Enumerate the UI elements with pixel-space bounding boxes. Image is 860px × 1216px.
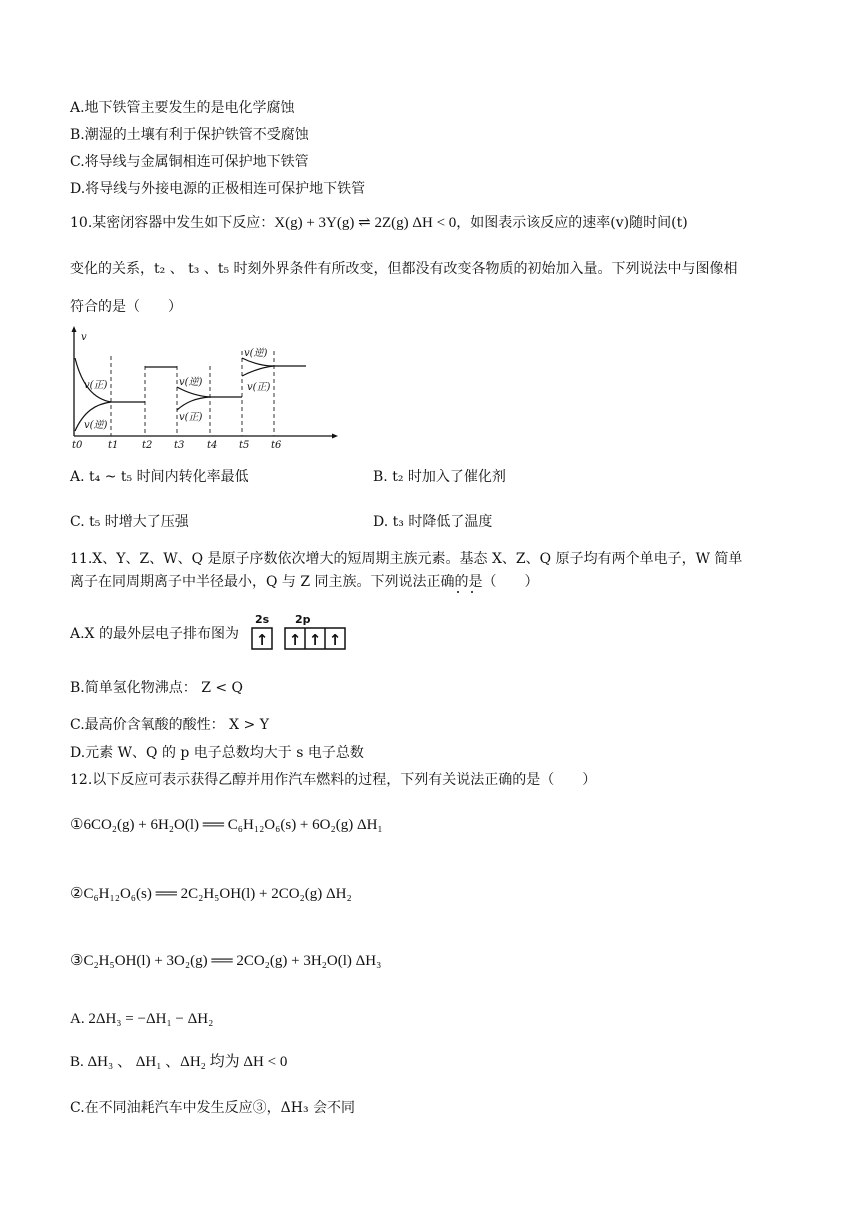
- q11-option-c: C.最高价含氧酸的酸性： X > Y: [70, 717, 269, 733]
- q10-option-d: D. t₃ 时降低了温度: [373, 514, 493, 530]
- tick-t2: t2: [142, 440, 153, 451]
- tick-t6: t6: [271, 440, 282, 451]
- v-axis-label: v: [81, 332, 87, 343]
- q9-option-a: A.地下铁管主要发生的是电化学腐蚀: [70, 100, 295, 116]
- q10-option-b: B. t₂ 时加入了催化剂: [373, 469, 506, 485]
- arrow-up-icon: ↑: [328, 631, 342, 649]
- q12-option-b: B. ΔH₃ 、 ΔH₁ 、ΔH₂ 均为 ΔH < 0: [70, 1054, 288, 1070]
- label-v-ni-2: v(逆): [179, 377, 203, 388]
- q12-stem: 12.以下反应可表示获得乙醇并用作汽车燃料的过程，下列有关说法正确的是（ ）: [70, 772, 597, 788]
- tick-t5: t5: [239, 440, 250, 451]
- q12-reaction-3: ③C₂H₅OH(l) + 3O₂(g) ══ 2CO₂(g) + 3H₂O(l) ΔH₃: [70, 953, 382, 969]
- q11-stem-line1: 11.X、Y、Z、W、Q 是原子序数依次增大的短周期主族元素。基态 X、Z、Q 原子均有两个单电子，W 简单: [70, 551, 743, 567]
- tick-t0: t0: [72, 440, 83, 451]
- label-v-ni-3: v(逆): [244, 348, 268, 359]
- q11-stem-line2: 离子在同周期离子中半径最小，Q 与 Z 同主族。下列说法正确的是（ ）: [70, 574, 539, 590]
- tick-t3: t3: [174, 440, 185, 451]
- label-v-zheng-2: v(正): [179, 412, 203, 423]
- q12-reaction-1: ①6CO₂(g) + 6H₂O(l) ══ C₆H₁₂O₆(s) + 6O₂(g) ΔH₁: [70, 817, 383, 833]
- q10-stem-line2: 变化的关系，t₂ 、 t₃ 、t₅ 时刻外界条件有所改变，但都没有改变各物质的初始加入量。下列说法中与图像相: [70, 261, 738, 277]
- q9-option-b: B.潮湿的土壤有利于保护铁管不受腐蚀: [70, 127, 309, 143]
- q11-option-b: B.简单氢化物沸点： Z < Q: [70, 680, 244, 696]
- orbital-label-2s: 2s: [255, 613, 270, 626]
- rate-time-graph: [66, 326, 341, 452]
- orbital-diagram: [249, 612, 355, 652]
- tick-t4: t4: [207, 440, 218, 451]
- label-v-zheng-3: v(正): [247, 382, 271, 393]
- q9-option-c: C.将导线与金属铜相连可保护地下铁管: [70, 154, 309, 170]
- q9-option-d: D.将导线与外接电源的正极相连可保护地下铁管: [70, 181, 366, 197]
- q11-option-a: A.X 的最外层电子排布图为: [70, 626, 239, 642]
- arrow-up-icon: ↑: [255, 631, 269, 649]
- q12-option-c: C.在不同油耗汽车中发生反应③，ΔH₃ 会不同: [70, 1100, 356, 1116]
- emphasis-dot: [457, 591, 459, 593]
- q10-option-a: A. t₄ ~ t₅ 时间内转化率最低: [70, 469, 249, 485]
- t-axis-arrow: [332, 434, 338, 439]
- q10-stem-line3: 符合的是（ ）: [70, 299, 182, 315]
- q12-option-a: A. 2ΔH₃ = −ΔH₁ − ΔH₂: [70, 1011, 214, 1027]
- q10-stem-line1: [70, 213, 688, 233]
- q12-reaction-2: ②C₆H₁₂O₆(s) ══ 2C₂H₅OH(l) + 2CO₂(g) ΔH₂: [70, 886, 352, 902]
- label-v-zheng-1: v(正): [84, 380, 108, 391]
- curve-v-reverse-2: [177, 387, 210, 397]
- arrow-up-icon: ↑: [308, 631, 322, 649]
- q10-stem-mid: ，如图表示该反应的速率(v)随时间(t): [456, 215, 688, 231]
- q10-stem-prefix: 10.某密闭容器中发生如下反应：: [70, 215, 275, 231]
- emphasis-dot: [471, 591, 473, 593]
- orbital-label-2p: 2p: [295, 613, 311, 626]
- q10-reaction: X(g) + 3Y(g) ⇌ 2Z(g) ΔH < 0: [274, 215, 457, 231]
- curve-v-forward-3: [242, 366, 274, 376]
- arrow-up-icon: ↑: [288, 631, 302, 649]
- v-axis-arrow: [72, 326, 77, 332]
- label-v-ni-1: v(逆): [84, 420, 108, 431]
- q11-option-d: D.元素 W、Q 的 p 电子总数均大于 s 电子总数: [70, 745, 364, 761]
- q10-option-c: C. t₅ 时增大了压强: [70, 514, 189, 530]
- tick-t1: t1: [108, 440, 119, 451]
